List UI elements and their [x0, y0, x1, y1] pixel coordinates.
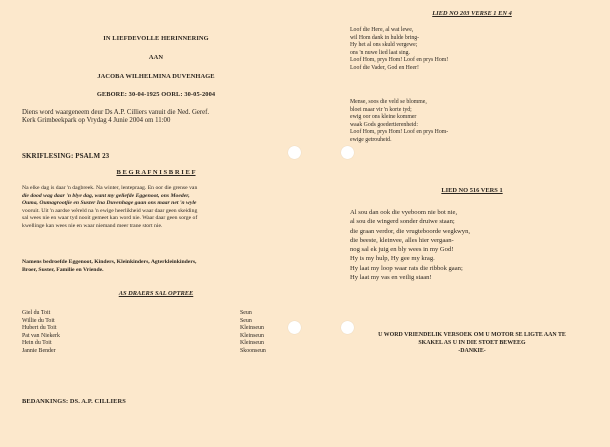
hymn-line: die beeste, kleinvee, alles hier vergaan- [350, 236, 454, 244]
headlights-notice [336, 332, 608, 355]
hymn-line: bloei maar vir 'n korte tyd; [350, 106, 412, 113]
hymn-line: Loof Hom, prys Hom! Loof en prys Hom! [350, 57, 449, 64]
memorial-heading: IN LIEFDEVOLLE HERINNERING [103, 35, 209, 42]
hymn-line: Hy is my hulp, Hy gee my krag. [350, 255, 435, 263]
pallbearers-list [22, 310, 290, 356]
hymn-line: Loof die Vader, God en Heer! [350, 64, 419, 71]
aan-label: AAN [148, 54, 164, 61]
hymn-line: Hy het al ons skuld vergewe; [350, 42, 418, 49]
hymn-line: ons 'n nuwe lied laat sing. [350, 49, 410, 56]
hymn-line: nog sal ek juig en bly wees in my God! [350, 246, 454, 254]
hymn-1-heading: LIED NO 203 VERSE 1 EN 4 [432, 10, 512, 17]
funeral-letter [22, 185, 290, 231]
hymn-line: Mense, soos die veld se blomme, [350, 99, 427, 105]
birth-death-dates: GEBORE: 30-04-1925 OORL: 30-05-2004 [96, 91, 216, 98]
hymn-line: Hy laat my vas en veilig staan! [350, 274, 432, 282]
letter-line: Ouma, Oumagrootjie en Suster Ina Duvenhage gaan ons maar net 'n wyle [22, 200, 197, 207]
hymn-line: Hy laat my loop waar rats die ribbok gaan; [350, 264, 463, 272]
notice-line-2: SKAKEL AS U IN DIE STOET BEWEEG [418, 339, 526, 346]
notice-line-3: -DANKIE- [458, 347, 486, 354]
hymn-2-verse-1 [350, 208, 470, 282]
hymn-line: die graan verdor, die vrugteboorde wegkwyn, [350, 227, 471, 235]
hymn-line: waak Gods goedertierenheid: [350, 121, 418, 128]
hymn-line: Loof die Here, al wat lewe, [350, 27, 414, 33]
list-item: Hubert du Toit Kleinseun [22, 325, 264, 332]
list-item: Jannie Bender Skoonseun [22, 347, 266, 354]
hymn-line: al sou die wingerd sonder druiwe staan; [350, 218, 455, 226]
list-item: Pat van Niekerk Kleinseun [22, 332, 264, 339]
notice-line-1: U WORD VRIENDELIK VERSOEK OM U MOTOR SE LIGTE AAN TE [378, 332, 566, 338]
fold-hole-top-right [341, 146, 354, 159]
hymn-line: wil Hom dank in hulde bring- [350, 34, 420, 41]
list-item: Hein du Toit Kleinseun [22, 340, 264, 347]
deceased-name: JACOBA WILHELMINA DUVENHAGE [97, 73, 215, 80]
letter-line: die dood wag daar 'n blye dag, want my geliefde Eggenoot, ons Moeder, [22, 192, 190, 199]
hymn-line: ewig oor ons kleine kommer [350, 114, 417, 121]
scripture-reading: SKRIFLESING: PSALM 23 [22, 152, 110, 160]
service-line-1: Diens word waargeneem deur Ds A.P. Cilliers vanuit die Ned. Geref. [22, 109, 210, 116]
hymn-line: Loof Hom, prys Hom! Loof en prys Hom- [350, 129, 449, 136]
fold-hole-top-left [288, 146, 301, 159]
thanks-line: BEDANKINGS: DS. A.P. CILLIERS [22, 398, 126, 405]
hymn-1-verse-4 [350, 99, 448, 145]
service-info [22, 109, 209, 126]
hymn-line: Al sou dan ook die vyeboom nie bot nie, [350, 209, 458, 216]
letter-line: Na elke dag is daar 'n dagbreek. Na winter, lentepraag. En oor die grense van [22, 185, 198, 191]
letter-line: vooruit. Uit 'n aardse wêreld na 'n ewige heerlikheid waar daar geen skeiding [22, 207, 198, 214]
letter-line: kwellinge kan wees nie en waar niemand meer trane stort nie. [22, 222, 163, 229]
bereaved-line-1: Namens bedroefde Eggenoot, Kinders, Kleinkinders, Agterkleinkinders, [22, 259, 197, 265]
letter-heading: B E G R A F N I S B R I E F [116, 169, 196, 176]
pallbearers-heading: AS DRAERS SAL OPTREE [118, 290, 194, 297]
bereaved-line-2: Broer, Suster, Familie en Vriende. [22, 266, 104, 273]
hymn-line: ewige getrouheid. [350, 136, 392, 143]
letter-line: sal wees nie en waar tyd nooit gemeet kan word nie. Waar daar geen sorge of [22, 215, 198, 222]
service-line-2: Kerk Grimbeekpark op Vrydag 4 Junie 2004 om 11:00 [22, 117, 171, 125]
list-item: Giel du Toit Seun [22, 310, 252, 316]
hymn-1-verse-1 [350, 27, 448, 73]
list-item: Willie du Toit Seun [22, 317, 252, 324]
bereaved-notice [22, 259, 290, 274]
hymn-2-heading: LIED NO 516 VERS 1 [441, 187, 503, 194]
